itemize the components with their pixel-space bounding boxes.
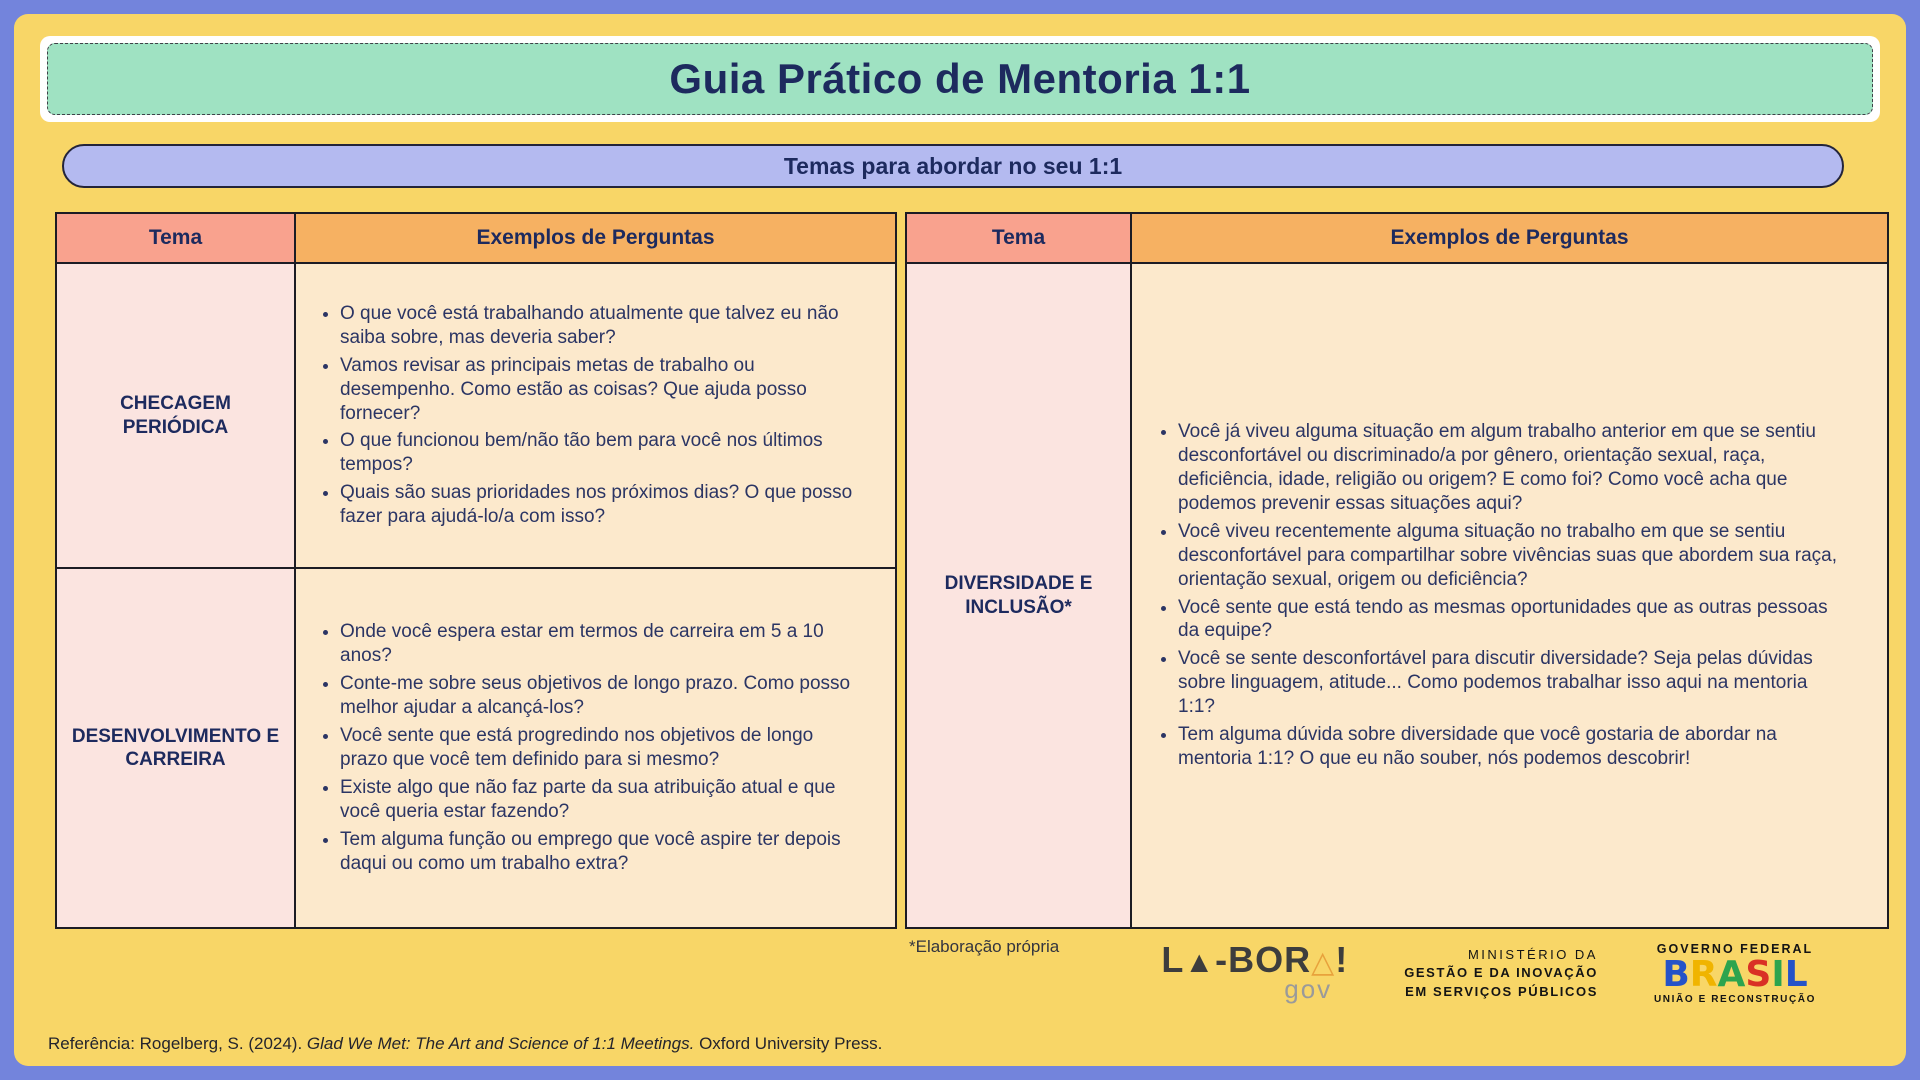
question-item: • Existe algo que não faz parte da sua atribuição atual e que você queria estar fazendo? <box>340 776 854 824</box>
reference-book-title: Glad We Met: The Art and Science of 1:1 Meetings. <box>306 1034 695 1053</box>
question-item: • Você viveu recentemente alguma situação no trabalho em que se sentiu desconfortável para compartilhar sobre vivências suas que abordem sua raça, orientação sexual, origem ou deficiência? <box>1178 520 1838 592</box>
labora-gov-text: gov <box>1284 974 1333 1004</box>
brasil-letter: I <box>1771 954 1785 996</box>
question-list <box>306 298 854 533</box>
brasil-letter: B <box>1662 954 1690 996</box>
question-item: • Vamos revisar as principais metas de trabalho ou desempenho. Como estão as coisas? Que ajuda posso fornecer? <box>340 354 854 426</box>
tema-line: CARREIRA <box>125 749 226 770</box>
question-item: • Quais são suas prioridades nos próximos dias? O que posso fazer para ajudá-lo/a com isso? <box>340 481 854 529</box>
labora-letter: L <box>1161 939 1185 980</box>
ministry-logo <box>1404 946 1598 1001</box>
questions-cell-checagem <box>294 262 895 567</box>
page-frame <box>14 14 1906 1066</box>
tema-label <box>72 725 279 771</box>
title-banner <box>40 36 1880 122</box>
tables-area <box>55 212 1889 929</box>
governo-federal-text: GOVERNO FEDERAL <box>1656 942 1814 957</box>
right-table <box>905 212 1889 929</box>
question-item: • Onde você espera estar em termos de carreira em 5 a 10 anos? <box>340 620 854 668</box>
brasil-wordmark <box>1654 956 1816 994</box>
reference-prefix: Referência: Rogelberg, S. (2024). <box>48 1034 307 1053</box>
uniao-reconstrucao-text: UNIÃO E RECONSTRUÇÃO <box>1653 993 1816 1005</box>
question-item: • Você se sente desconfortável para discutir diversidade? Seja pelas dúvidas sobre linguagem, atitude... Como podemos trabalhar isso aqui na mentoria 1:1? <box>1178 647 1838 719</box>
questions-cell-desenvolvimento <box>294 567 895 927</box>
governo-federal-logo <box>1654 942 1816 1005</box>
triangle-solid-icon: ▲ <box>1184 946 1216 979</box>
tema-cell-checagem <box>57 262 294 567</box>
brasil-letter: R <box>1689 954 1718 996</box>
question-item: • Você já viveu alguma situação em algum trabalho anterior em que se sentiu desconfortável ou discriminado/a por gênero, orientação sexual, raça, deficiência, idade, religião ou origem? E como foi? Como você acha que podemos prevenir essas situações aqui? <box>1178 420 1838 516</box>
left-header-perguntas: Exemplos de Perguntas <box>294 214 895 262</box>
tema-label <box>120 392 231 438</box>
labora-bang: ! <box>1335 939 1349 980</box>
brasil-letter: L <box>1784 954 1808 996</box>
question-item: • Você sente que está tendo as mesmas oportunidades que as outras pessoas da equipe? <box>1178 596 1838 644</box>
questions-cell-diversidade <box>1130 262 1887 927</box>
tema-line: CHECAGEM <box>120 393 231 415</box>
tema-line: DIVERSIDADE E <box>944 573 1093 595</box>
tema-line: INCLUSÃO* <box>965 596 1072 618</box>
question-item: • Conte-me sobre seus objetivos de longo prazo. Como posso melhor ajudar a alcançá-los? <box>340 672 854 720</box>
tema-cell-diversidade <box>907 262 1130 927</box>
subtitle-text: Temas para abordar no seu 1:1 <box>783 152 1123 179</box>
question-item: • Tem alguma dúvida sobre diversidade que você gostaria de abordar na mentoria 1:1? O que eu não souber, nós podemos descobrir! <box>1178 723 1838 771</box>
ministry-line: GESTÃO E DA INOVAÇÃO <box>1404 965 1598 981</box>
right-header-perguntas: Exemplos de Perguntas <box>1130 214 1887 262</box>
footnote: *Elaboração própria <box>909 937 1060 956</box>
ministry-line: MINISTÉRIO DA <box>1467 947 1598 963</box>
labora-wordmark <box>1161 939 1349 980</box>
left-header-tema: Tema <box>57 214 294 262</box>
tema-cell-desenvolvimento <box>57 567 294 927</box>
ministry-line: EM SERVIÇOS PÚBLICOS <box>1405 983 1598 999</box>
question-item: • Tem alguma função ou emprego que você aspire ter depois daqui ou como um trabalho extra? <box>340 828 854 876</box>
labora-letters: -BOR <box>1215 939 1312 980</box>
tema-line: PERIÓDICA <box>122 416 229 438</box>
question-item: • O que funcionou bem/não tão bem para você nos últimos tempos? <box>340 429 854 477</box>
triangle-outline-icon: △ <box>1311 946 1336 979</box>
footer-logos <box>1161 939 1816 1005</box>
right-header-tema: Tema <box>907 214 1130 262</box>
tema-label <box>945 572 1093 618</box>
subtitle-banner <box>62 144 1844 188</box>
question-item: • Você sente que está progredindo nos objetivos de longo prazo que você tem definido para si mesmo? <box>340 724 854 772</box>
reference <box>48 1034 882 1054</box>
question-list <box>1144 416 1838 775</box>
tema-line: DESENVOLVIMENTO E <box>71 725 280 747</box>
page-title: Guia Prático de Mentoria 1:1 <box>669 55 1251 102</box>
question-item: • O que você está trabalhando atualmente que talvez eu não saiba sobre, mas deveria saber? <box>340 302 854 350</box>
reference-suffix: Oxford University Press. <box>694 1034 883 1053</box>
labora-gov-logo <box>1161 939 1349 1005</box>
left-table <box>55 212 897 929</box>
title-green-box <box>47 43 1873 115</box>
brasil-letter: A <box>1717 954 1746 996</box>
brasil-letter: S <box>1745 954 1772 996</box>
question-list <box>306 616 854 879</box>
